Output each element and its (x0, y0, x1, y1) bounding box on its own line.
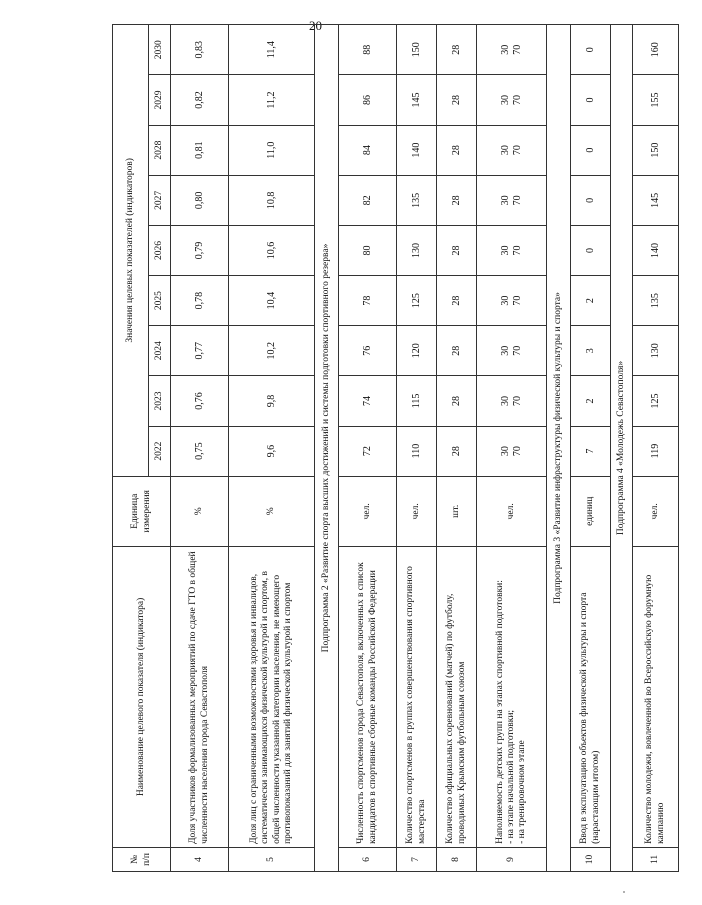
row-number: 6 (339, 847, 397, 871)
row-number: 11 (633, 847, 679, 871)
value-cell (477, 326, 547, 376)
page-number: 20 (309, 18, 322, 33)
value-stage-2: 70 (511, 44, 523, 55)
value-cell: 7 (571, 426, 611, 476)
value-cell: 140 (633, 225, 679, 275)
indicator-unit: шт. (437, 476, 477, 546)
header-num: № п/п (113, 847, 171, 871)
year-header: 2022 (149, 426, 171, 476)
value-cell: 0 (571, 25, 611, 75)
row-number: 7 (397, 847, 437, 871)
value-cell (477, 426, 547, 476)
year-header: 2023 (149, 376, 171, 426)
table-row (477, 25, 547, 872)
indicator-name (477, 546, 547, 847)
indicators-table (112, 24, 679, 872)
year-header: 2025 (149, 276, 171, 326)
value-cell (477, 125, 547, 175)
value-cell: 0,83 (171, 25, 229, 75)
row-number: 5 (229, 847, 315, 871)
value-stage-1: 30 (499, 44, 511, 55)
value-cell: 0 (571, 225, 611, 275)
value-cell (477, 75, 547, 125)
value-cell: 155 (633, 75, 679, 125)
indicator-name-intro: Наполняемость детских групп на этапах спортивной подготовки: (494, 580, 505, 844)
value-cell: 74 (339, 376, 397, 426)
value-cell: 88 (339, 25, 397, 75)
value-cell: 145 (397, 75, 437, 125)
value-cell: 160 (633, 25, 679, 75)
value-cell: 28 (437, 276, 477, 326)
year-header: 2030 (149, 25, 171, 75)
value-stage-1: 30 (499, 345, 511, 356)
value-cell: 28 (437, 426, 477, 476)
value-stage-1: 30 (499, 195, 511, 206)
value-cell: 0,75 (171, 426, 229, 476)
rotated-table-container (112, 24, 702, 872)
value-stage-2: 70 (511, 345, 523, 356)
table-row (171, 25, 229, 872)
indicator-unit: единиц (571, 476, 611, 546)
value-stage-2: 70 (511, 145, 523, 156)
value-stage-1: 30 (499, 395, 511, 406)
table-row (397, 25, 437, 872)
value-stage-1: 30 (499, 245, 511, 256)
subprogram-title: Подпрограмма 2 «Развитие спорта высших достижений и системы подготовки спортивного резерва» (315, 25, 339, 872)
value-cell: 130 (633, 326, 679, 376)
value-cell: 28 (437, 125, 477, 175)
value-cell: 28 (437, 75, 477, 125)
value-cell: 119 (633, 426, 679, 476)
indicator-name: Количество спортсменов в группах совершенствования спортивного мастерства (397, 546, 437, 847)
value-cell: 0,81 (171, 125, 229, 175)
value-cell (477, 175, 547, 225)
value-stage-2: 70 (511, 95, 523, 105)
subprogram-title: Подпрограмма 3 «Развитие инфраструктуры физической культуры и спорта» (547, 25, 571, 872)
value-cell: 0,77 (171, 326, 229, 376)
table-row (339, 25, 397, 872)
value-cell: 150 (397, 25, 437, 75)
table-row (571, 25, 611, 872)
header-name: Наименование целевого показателя (индикатора) (113, 546, 171, 847)
value-cell: 145 (633, 175, 679, 225)
value-cell: 10,4 (229, 276, 315, 326)
value-cell (477, 276, 547, 326)
value-cell: 115 (397, 376, 437, 426)
value-stage-2: 70 (511, 195, 523, 206)
value-stage-1: 30 (499, 295, 511, 306)
value-stage-1: 30 (499, 145, 511, 156)
value-cell: 110 (397, 426, 437, 476)
year-header: 2026 (149, 225, 171, 275)
indicator-name: Ввод в эксплуатацию объектов физической культуры и спорта (нарастающим итогом) (571, 546, 611, 847)
indicator-unit: чел. (633, 476, 679, 546)
indicator-name: Количество официальных соревнований (матчей) по футболу, проводимых Крымским футбольным союзом (437, 546, 477, 847)
value-cell: 0 (571, 75, 611, 125)
value-cell: 0 (571, 125, 611, 175)
value-stage-2: 70 (511, 446, 523, 457)
value-cell: 140 (397, 125, 437, 175)
value-stage-2: 70 (511, 245, 523, 256)
table-row (633, 25, 679, 872)
year-header: 2028 (149, 125, 171, 175)
indicator-unit: чел. (339, 476, 397, 546)
value-cell: 0,78 (171, 276, 229, 326)
value-cell: 86 (339, 75, 397, 125)
value-cell (477, 376, 547, 426)
header-values-title: Значения целевых показателей (индикаторов) (113, 25, 149, 477)
value-cell: 0 (571, 175, 611, 225)
value-cell: 135 (397, 175, 437, 225)
value-stage-2: 70 (511, 295, 523, 306)
value-cell: 0,80 (171, 175, 229, 225)
row-number: 10 (571, 847, 611, 871)
indicator-name-stage-2: - на тренировочном этапе (517, 740, 528, 844)
header-row-1 (113, 25, 149, 872)
year-header: 2027 (149, 175, 171, 225)
value-cell: 11,4 (229, 25, 315, 75)
value-cell: 72 (339, 426, 397, 476)
year-header: 2029 (149, 75, 171, 125)
year-header: 2024 (149, 326, 171, 376)
value-cell: 135 (633, 276, 679, 326)
value-stage-2: 70 (511, 395, 523, 406)
indicator-unit: чел. (477, 476, 547, 546)
subprogram-row (547, 25, 571, 872)
indicator-name: Доля участников формализованных мероприятий по сдаче ГТО в общей численности населения города Севастополя (171, 546, 229, 847)
value-cell: 0,79 (171, 225, 229, 275)
scan-speck (623, 891, 625, 893)
value-cell: 78 (339, 276, 397, 326)
header-unit: Единица измерения (113, 476, 171, 546)
value-cell: 84 (339, 125, 397, 175)
value-cell: 2 (571, 276, 611, 326)
value-cell: 125 (633, 376, 679, 426)
value-cell: 10,6 (229, 225, 315, 275)
indicator-unit: % (171, 476, 229, 546)
subprogram-row (611, 25, 633, 872)
value-cell: 28 (437, 326, 477, 376)
value-cell: 125 (397, 276, 437, 326)
value-cell: 11,2 (229, 75, 315, 125)
indicator-name: Численность спортсменов города Севастополя, включенных в список кандидатов в спортивные сборные команды Российской Федерации (339, 546, 397, 847)
value-cell: 0,82 (171, 75, 229, 125)
value-cell: 9,8 (229, 376, 315, 426)
table-row (229, 25, 315, 872)
value-cell: 120 (397, 326, 437, 376)
value-cell: 76 (339, 326, 397, 376)
subprogram-row (315, 25, 339, 872)
value-cell: 11,0 (229, 125, 315, 175)
value-cell (477, 225, 547, 275)
indicator-name: Количество молодежи, вовлеченной во Всероссийскую форумную кампанию (633, 546, 679, 847)
subprogram-title: Подпрограмма 4 «Молодежь Севастополя» (611, 25, 633, 872)
value-cell: 10,8 (229, 175, 315, 225)
indicator-name: Доля лиц с ограниченными возможностями здоровья и инвалидов, систематически занимающихся физической культурой и спортом, в общей численности указанной категории населения, не имеющего противопоказаний для занятий физической культурой и спортом (229, 546, 315, 847)
value-cell: 150 (633, 125, 679, 175)
value-cell: 10,2 (229, 326, 315, 376)
value-cell: 130 (397, 225, 437, 275)
value-cell: 80 (339, 225, 397, 275)
value-cell: 9,6 (229, 426, 315, 476)
value-cell: 3 (571, 326, 611, 376)
value-cell: 28 (437, 376, 477, 426)
value-stage-1: 30 (499, 446, 511, 457)
value-cell: 82 (339, 175, 397, 225)
table-row (437, 25, 477, 872)
value-stage-1: 30 (499, 95, 511, 105)
indicator-unit: чел. (397, 476, 437, 546)
indicator-name-stage-1: - на этапе начальной подготовки; (505, 709, 516, 844)
value-cell: 28 (437, 25, 477, 75)
value-cell: 2 (571, 376, 611, 426)
value-cell (477, 25, 547, 75)
indicator-unit: % (229, 476, 315, 546)
row-number: 4 (171, 847, 229, 871)
value-cell: 0,76 (171, 376, 229, 426)
value-cell: 28 (437, 175, 477, 225)
row-number: 8 (437, 847, 477, 871)
value-cell: 28 (437, 225, 477, 275)
row-number: 9 (477, 847, 547, 871)
